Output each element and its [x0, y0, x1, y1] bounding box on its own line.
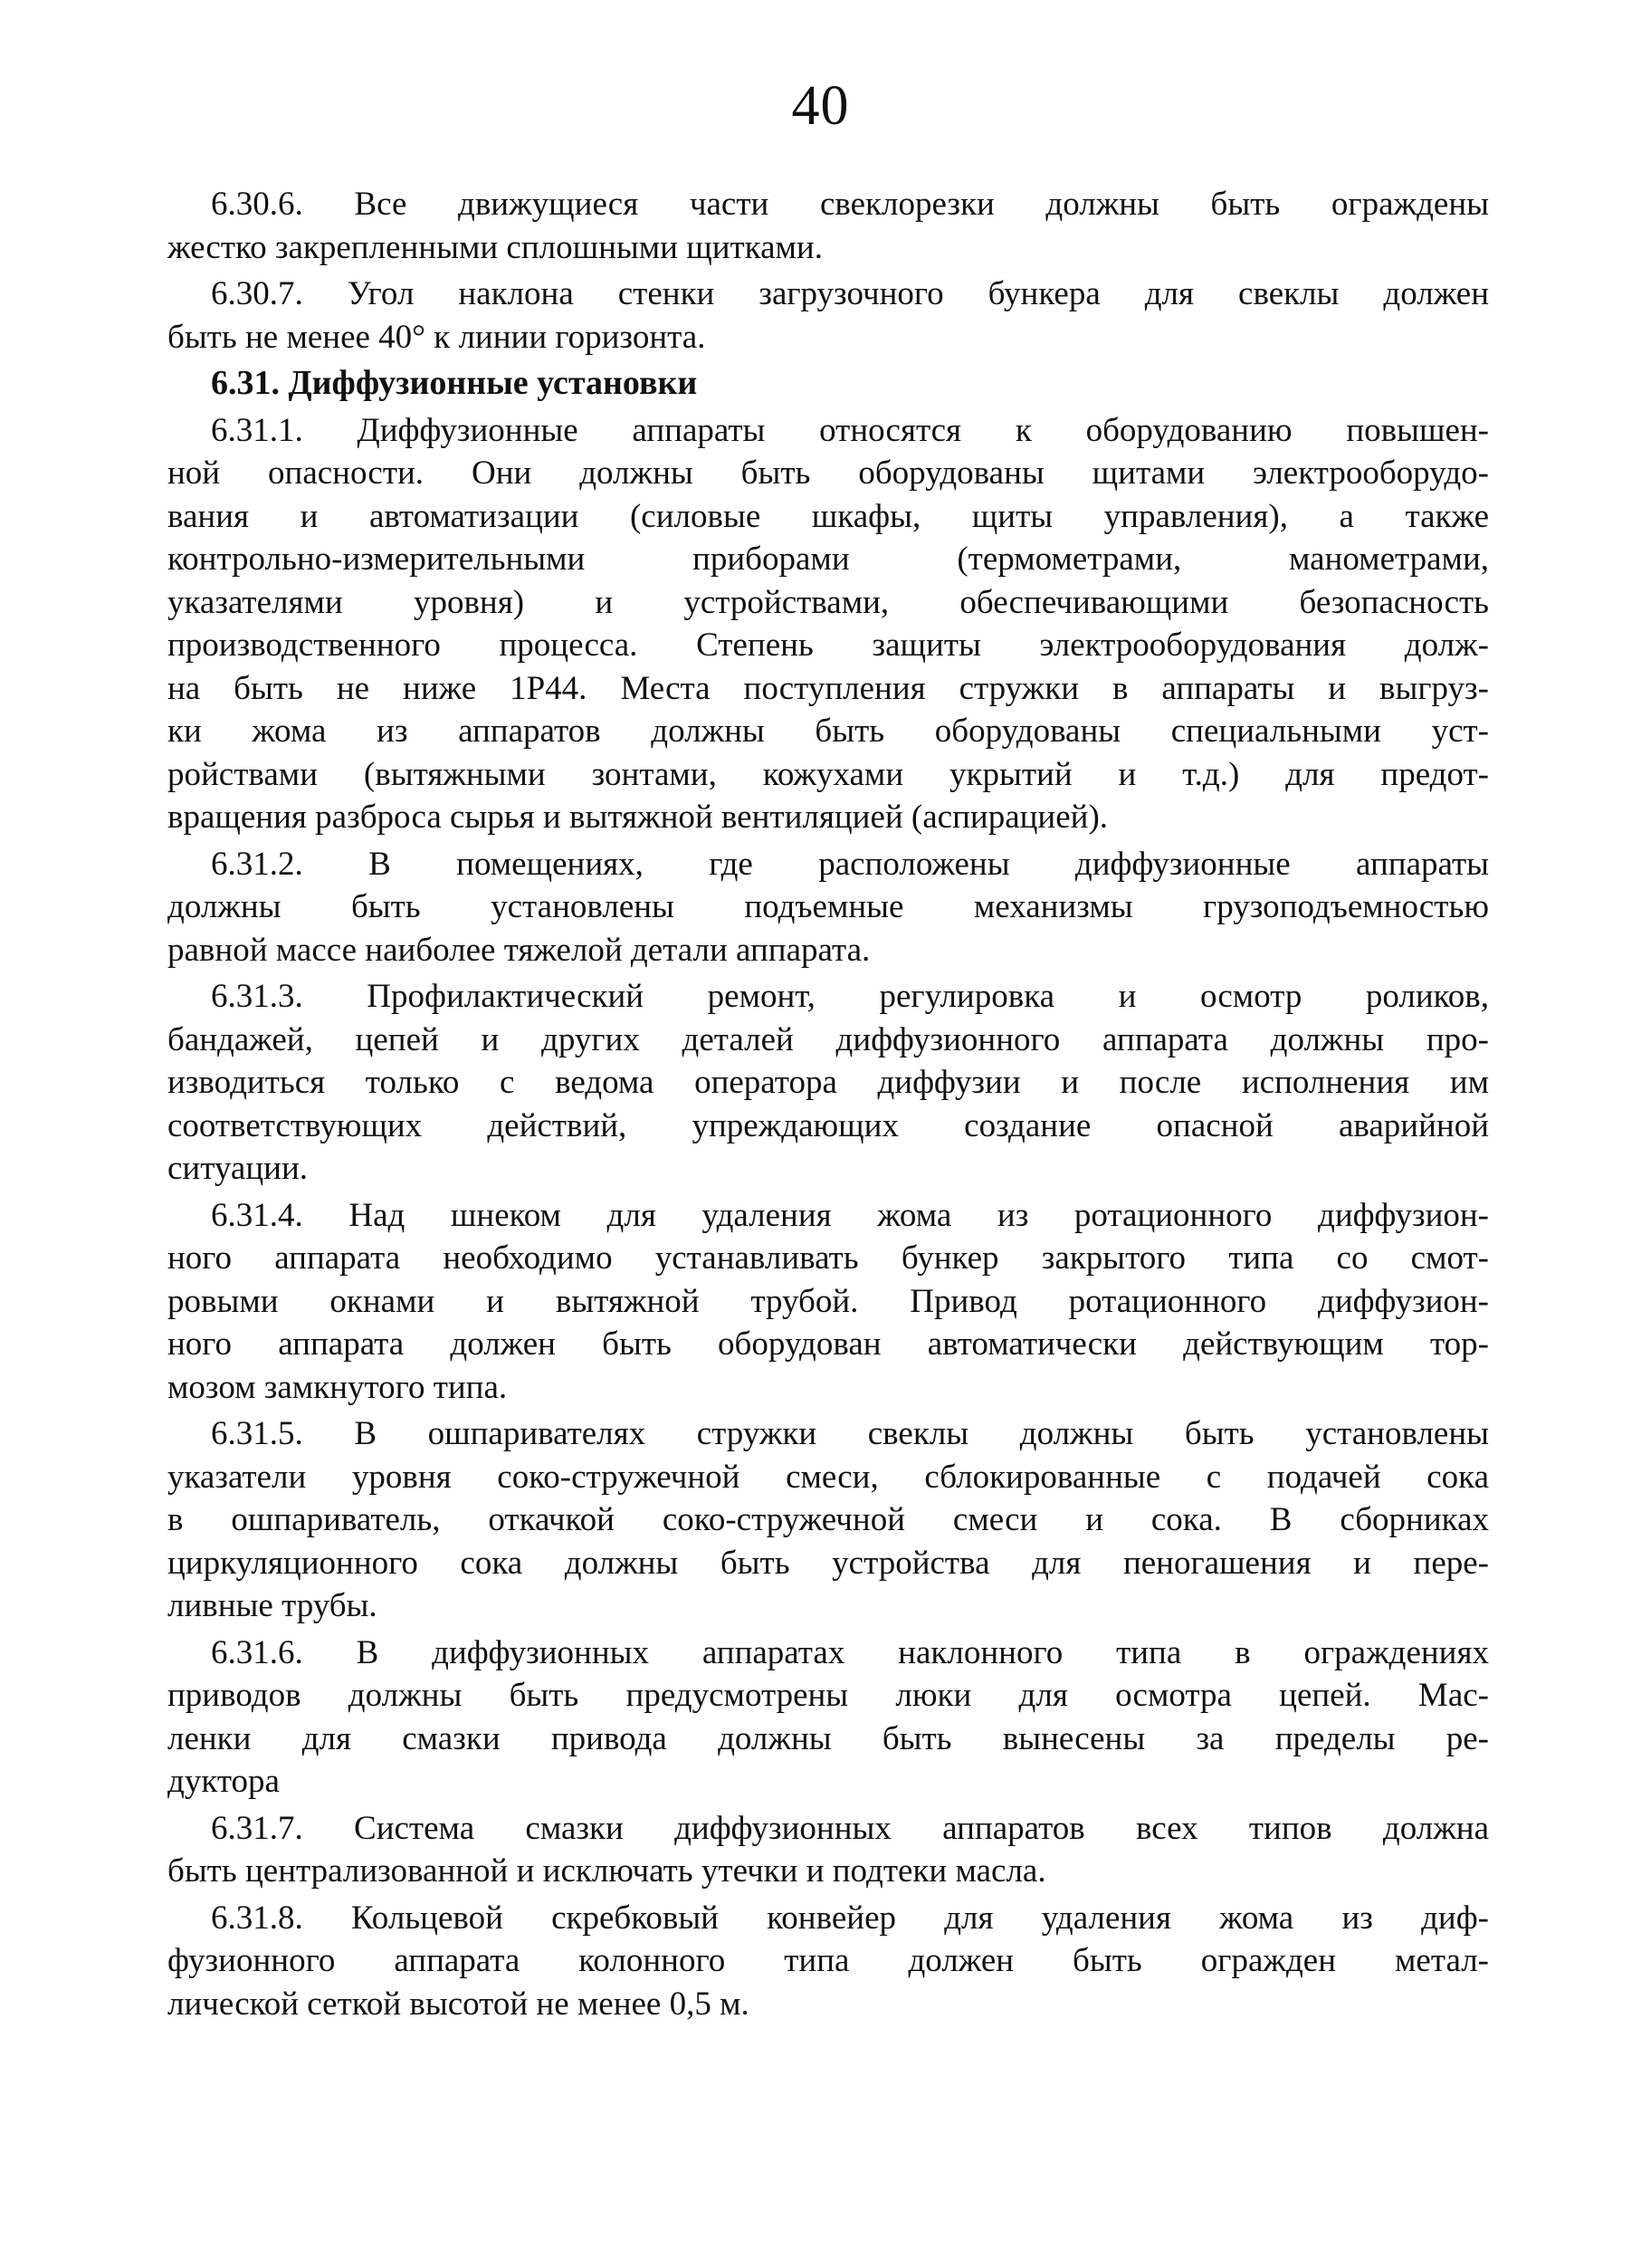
- text-line: лической сеткой высотой не менее 0,5 м.: [167, 1985, 749, 2023]
- text-line: 6.31.7. Система смазки диффузионных аппаратов всех типов должна: [211, 1809, 1489, 1847]
- text-line: 6.30.7. Угол наклона стенки загрузочного бункера для свеклы должен: [211, 275, 1489, 312]
- text-line: контрольно-измерительными приборами (термометрами, манометрами,: [167, 541, 1489, 578]
- text-line: ройствами (вытяжными зонтами, кожухами укрытий и т.д.) для предот-: [167, 755, 1489, 793]
- paragraph: [167, 1897, 1489, 2026]
- text-line: 6.31.1. Диффузионные аппараты относятся к оборудованию повышен-: [211, 411, 1489, 449]
- text-line: ки жома из аппаратов должны быть оборудованы специальными уст-: [167, 713, 1489, 750]
- text-line: в ошпариватель, откачкой соко-стружечной смеси и сока. В сборниках: [167, 1501, 1489, 1538]
- text-line: производственного процесса. Степень защиты электрооборудования долж-: [167, 627, 1489, 664]
- paragraph: [167, 1632, 1489, 1804]
- paragraph: [167, 843, 1489, 972]
- text-line: 6.31.2. В помещениях, где расположены диффузионные аппараты: [211, 845, 1489, 883]
- text-line: изводиться только с ведома оператора диффузии и после исполнения им: [167, 1064, 1489, 1101]
- text-line: ровыми окнами и вытяжной трубой. Привод ротационного диффузион-: [167, 1282, 1489, 1320]
- text-line: 6.31.3. Профилактический ремонт, регулировка и осмотр роликов,: [211, 978, 1489, 1015]
- text-line: циркуляционного сока должны быть устройства для пеногашения и пере-: [167, 1544, 1489, 1582]
- text-line: мозом замкнутого типа.: [167, 1368, 508, 1406]
- text-line: 6.31.5. В ошпаривателях стружки свеклы должны быть установлены: [211, 1415, 1489, 1452]
- text-line: ситуации.: [167, 1150, 308, 1187]
- section-heading: 6.31. Диффузионные установки: [211, 364, 698, 402]
- text-line: 6.31.8. Кольцевой скребковый конвейер для удаления жома из диф-: [211, 1899, 1489, 1937]
- text-line: вания и автоматизации (силовые шкафы, щиты управления), а также: [167, 497, 1489, 535]
- text-line: ного аппарата необходимо устанавливать бункер закрытого типа со смот-: [167, 1239, 1489, 1277]
- text-line: ного аппарата должен быть оборудован автоматически действующим тор-: [167, 1325, 1489, 1363]
- text-line: 6.31.4. Над шнеком для удаления жома из ротационного диффузион-: [211, 1196, 1489, 1234]
- text-line: жестко закрепленными сплошными щитками.: [167, 228, 823, 266]
- text-line: 6.30.6. Все движущиеся части свеклорезки должны быть ограждены: [211, 186, 1489, 223]
- text-line: 6.31.6. В диффузионных аппаратах наклонного типа в ограждениях: [211, 1633, 1489, 1671]
- text-line: соответствующих действий, упреждающих создание опасной аварийной: [167, 1106, 1489, 1144]
- text-line: равной массе наиболее тяжелой детали аппарата.: [167, 931, 871, 969]
- text-line: ной опасности. Они должны быть оборудованы щитами электрооборудо-: [167, 455, 1489, 492]
- paragraph: [167, 183, 1489, 269]
- paragraph: [167, 273, 1489, 359]
- text-line: ливные трубы.: [167, 1587, 377, 1624]
- text-line: быть централизованной и исключать утечки и подтеки масла.: [167, 1852, 1046, 1890]
- paragraph: [167, 975, 1489, 1191]
- paragraph: [167, 1194, 1489, 1410]
- text-line: бандажей, цепей и других деталей диффузионного аппарата должны про-: [167, 1020, 1489, 1058]
- text-line: указателями уровня) и устройствами, обеспечивающими безопасность: [167, 583, 1489, 621]
- text-line: ленки для смазки привода должны быть вынесены за пределы ре-: [167, 1719, 1489, 1757]
- text-line: приводов должны быть предусмотрены люки для осмотра цепей. Мас-: [167, 1677, 1489, 1714]
- text-line: указатели уровня соко-стружечной смеси, сблокированные с подачей сока: [167, 1458, 1489, 1496]
- text-line: на быть не ниже 1Р44. Места поступления стружки в аппараты и выгруз-: [167, 669, 1489, 707]
- text-line: вращения разброса сырья и вытяжной вентиляцией (аспирацией).: [167, 799, 1109, 836]
- text-line: фузионного аппарата колонного типа должен быть огражден метал-: [167, 1942, 1489, 1979]
- text-line: дуктора: [167, 1763, 280, 1800]
- text-line: должны быть установлены подъемные механизмы грузоподъемностью: [167, 888, 1489, 925]
- paragraph: [167, 1807, 1489, 1893]
- paragraph: [167, 409, 1489, 839]
- document-body: [167, 183, 1489, 2029]
- page-number: 40: [791, 75, 850, 137]
- paragraph: [167, 1412, 1489, 1628]
- text-line: быть не менее 40° к линии горизонта.: [167, 318, 706, 356]
